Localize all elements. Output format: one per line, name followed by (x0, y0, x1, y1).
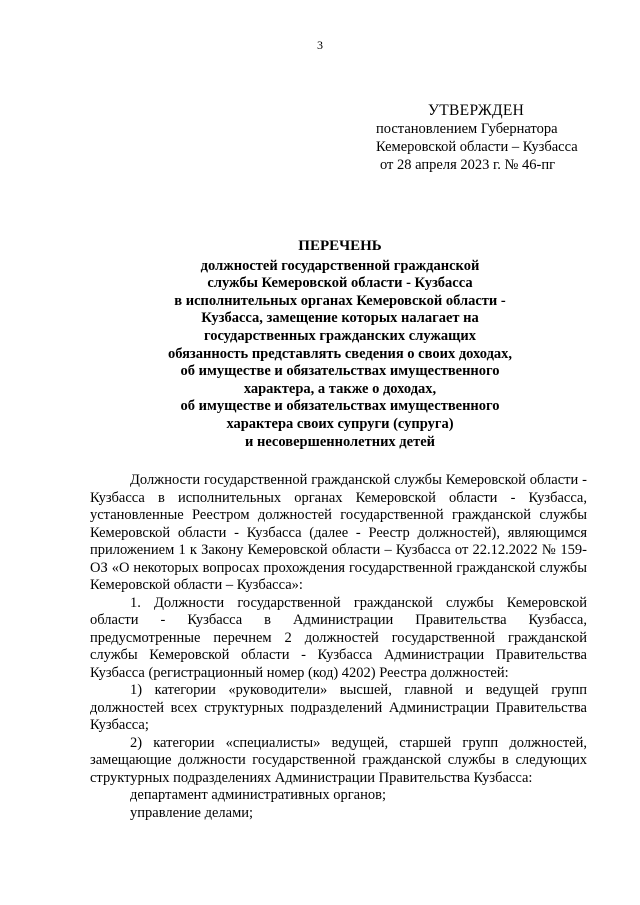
body-paragraph: 1) категории «руководители» высшей, главной и ведущей групп должностей всех структурных подразделений Администрации Правительства Кузбасса; (90, 682, 587, 733)
approval-heading: УТВЕРЖДЕН (428, 102, 525, 119)
title-heading: ПЕРЕЧЕНЬ (298, 238, 382, 254)
title-line: и несовершеннолетних детей (244, 433, 435, 450)
approval-stamp (370, 102, 602, 174)
document-title (90, 238, 590, 451)
title-line: службы Кемеровской области - Кузбасса (207, 275, 473, 292)
body-list-item: департамент административных органов; (130, 787, 386, 803)
body-paragraph: 1. Должности государственной гражданской службы Кемеровской области - Кузбасса в Администрации Правительства Кузбасса, предусмотренные перечнем 2 должностей государственной гражданской службы Кемеровской области - Кузбасса Администрации Правительства Кузбасса (регистрационный номер (код) 4202) Реестра должностей: (90, 594, 587, 681)
title-line: должностей государственной гражданской (200, 257, 480, 274)
title-line: в исполнительных органах Кемеровской области - (174, 292, 506, 309)
approval-line: от 28 апреля 2023 г. № 46-пг (380, 157, 556, 173)
title-line: Кузбасса, замещение которых налагает на (201, 310, 479, 327)
body-paragraph: Должности государственной гражданской службы Кемеровской области - Кузбасса в исполнительных органах Кемеровской области - Кузбасса, установленные Реестром должностей государственной гражданской службы Кемеровской области - Кузбасса (далее - Реестр должностей), являющимся приложением 1 к Закону Кемеровской области – Кузбасса от 22.12.2022 № 159-ОЗ «О некоторых вопросах прохождения государственной гражданской службы Кемеровской области – Кузбасса»: (90, 472, 587, 593)
approval-line: Кемеровской области – Кузбасса (376, 139, 578, 155)
title-line: об имуществе и обязательствах имущественного (180, 363, 500, 380)
approval-line: постановлением Губернатора (376, 121, 558, 137)
title-line: характера, а также о доходах, (243, 380, 437, 397)
body-list-item: управление делами; (130, 804, 254, 821)
title-line: характера своих супруги (супруга) (226, 415, 454, 432)
page-number: 3 (317, 38, 323, 52)
title-line: государственных гражданских служащих (203, 327, 477, 344)
body-paragraph: 2) категории «специалисты» ведущей, старшей групп должностей, замещающие должности государственной гражданской службы в следующих структурных подразделениях Администрации Правительства Кузбасса: (90, 734, 587, 786)
title-line: об имуществе и обязательствах имущественного (180, 398, 500, 415)
document-body (90, 472, 587, 822)
title-line: обязанность представлять сведения о своих доходах, (167, 345, 513, 362)
